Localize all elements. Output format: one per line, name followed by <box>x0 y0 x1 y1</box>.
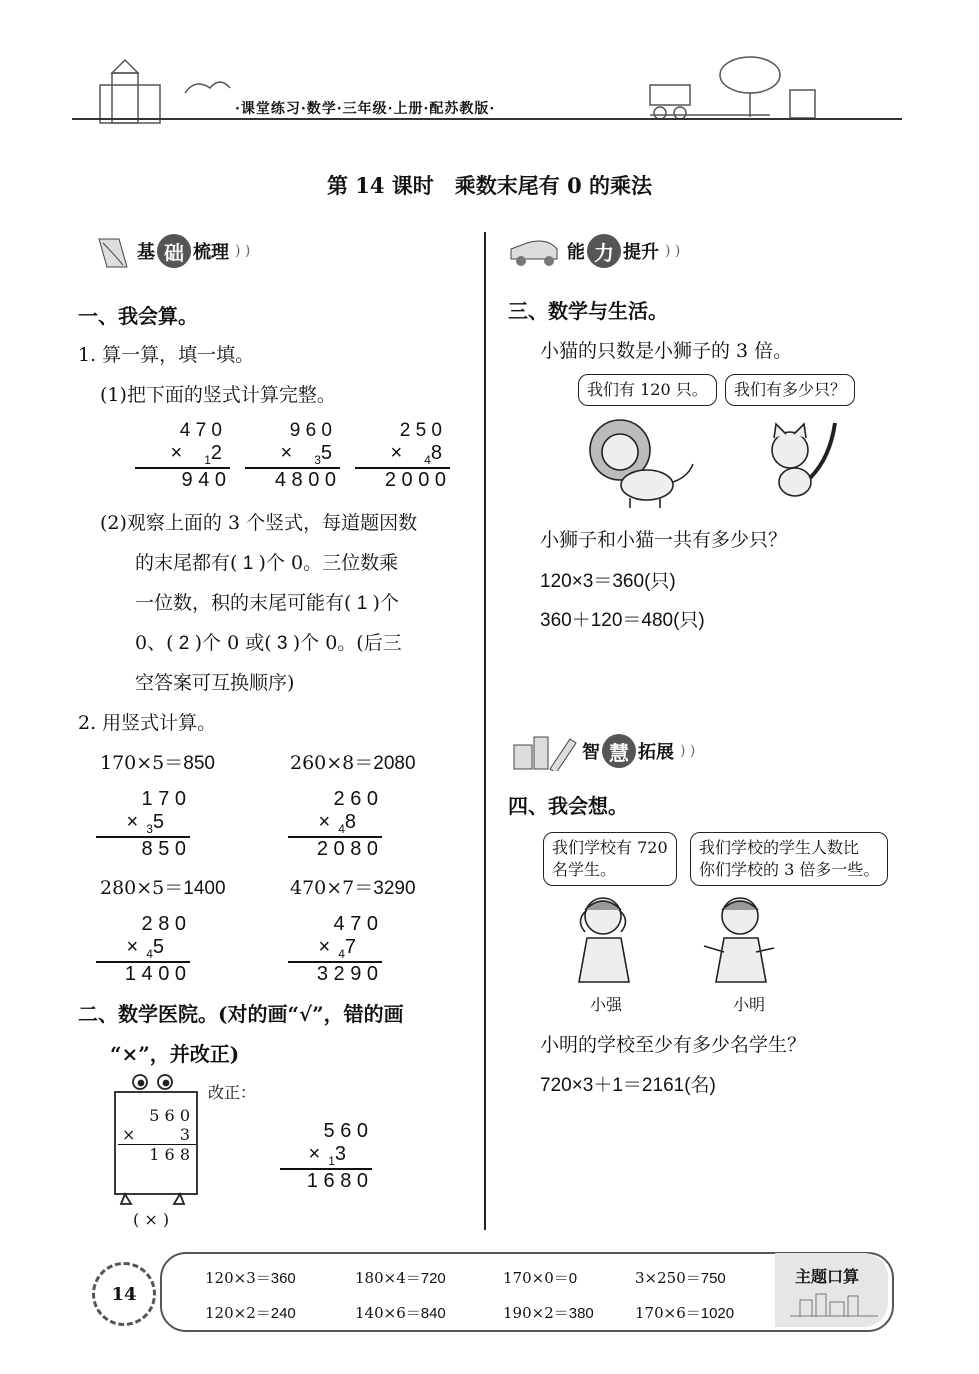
header-rule <box>72 118 902 120</box>
answer: 850 <box>183 753 215 774</box>
vc-top: 2 5 0 <box>399 420 442 441</box>
boy-xiaoming-icon <box>700 892 780 987</box>
oral-q: 190×2＝ <box>503 1304 569 1322</box>
expr: 260×8＝ <box>290 752 374 774</box>
expr: 170×5＝ <box>100 752 184 774</box>
vc-result: 8 5 0 <box>141 837 186 860</box>
text: 0、( <box>135 632 174 654</box>
oral-calc-item <box>355 1302 446 1323</box>
vertical-calc-3 <box>355 420 450 492</box>
corrected-calc: 5 6 0 × $_1$3 1 6 8 0 <box>280 1120 372 1193</box>
calc-expr-3 <box>100 873 226 900</box>
calc-vertical-3: 2 8 0 × $_4$5 1 4 0 0 <box>96 913 190 986</box>
oral-q: 180×4＝ <box>355 1269 421 1287</box>
vc-result: 1 4 0 0 <box>124 962 186 985</box>
name-xiaoqiang: 小强 <box>590 995 623 1014</box>
badge-circle: 慧 <box>602 734 636 768</box>
text: )个 0 或( <box>194 632 272 654</box>
vc-carry: 4 <box>338 822 345 836</box>
part4-heading: 四、我会想。 <box>508 794 628 818</box>
column-divider <box>484 232 486 1230</box>
oral-q: 120×3＝ <box>205 1269 271 1287</box>
calc-expr-1 <box>100 748 215 775</box>
vc-result: 3 2 9 0 <box>316 962 378 985</box>
bubble-line: 名学生。 <box>552 860 617 879</box>
wrong-calc <box>118 1106 196 1164</box>
part2-heading-l1: 二、数学医院。(对的画“√”，错的画 <box>78 1002 404 1026</box>
oral-calc-item <box>635 1267 726 1288</box>
vc-digit: 5 <box>152 936 164 958</box>
vc-carry: 3 <box>146 822 153 836</box>
oral-q: 120×2＝ <box>205 1304 271 1322</box>
part4-question: 小明的学校至少有多少名学生？ <box>540 1034 807 1056</box>
oral-q: 170×0＝ <box>503 1269 569 1287</box>
badge-char: 智 <box>582 742 600 763</box>
vc-carry: 1 <box>204 453 211 467</box>
oral-calc-item <box>205 1302 296 1323</box>
badge-basics: 基 础 梳理 ) ) <box>95 234 250 268</box>
badge-label: 拓展 <box>638 742 674 763</box>
vc-result: 1 6 8 <box>149 1145 190 1165</box>
vertical-calc-2 <box>245 420 340 492</box>
footer-label: 主题口算 <box>795 1267 860 1286</box>
car-icon <box>505 231 565 271</box>
part3-answer1: 120×3＝360(只) <box>540 571 676 592</box>
vc-top: 9 6 0 <box>289 420 332 441</box>
badge-circle: 础 <box>157 234 191 268</box>
name-xiaoming: 小明 <box>733 995 766 1014</box>
skyline-icon <box>790 1292 880 1318</box>
vc-mul: × <box>280 442 293 464</box>
answer: 2080 <box>373 753 416 774</box>
answer: 2 <box>173 633 195 654</box>
q1-2-line1: (2)观察上面的 3 个竖式，每道题因数 <box>100 512 418 534</box>
vc-result: 2 0 0 0 <box>384 468 446 491</box>
answer: 3 <box>271 633 293 654</box>
calc-expr-4 <box>290 873 416 900</box>
calc-vertical-2: 2 6 0 × $_4$8 2 0 8 0 <box>288 788 382 861</box>
vc-result: 4 8 0 0 <box>274 468 336 491</box>
oral-a: 1020 <box>700 1305 735 1322</box>
q1-2-line3 <box>135 588 399 615</box>
part1-heading: 一、我会算。 <box>78 304 198 328</box>
series-title: ·课堂练习·数学·三年级·上册·配苏教版· <box>235 101 496 117</box>
badge-label: 提升 <box>623 242 659 263</box>
vc-mul: × <box>122 1125 136 1144</box>
vc-digit: 5 <box>320 442 332 464</box>
oral-q: 3×250＝ <box>635 1269 701 1287</box>
speech-bubble-a <box>543 832 677 886</box>
speech-bubble-cat: 我们有多少只？ <box>725 374 855 406</box>
vc-top: 2 8 0 <box>141 913 186 935</box>
header-decoration <box>90 55 910 125</box>
text: )个 0。(后三 <box>292 632 402 654</box>
part3-line1: 小猫的只数是小狮子的 3 倍。 <box>540 340 793 362</box>
oral-calc-item <box>635 1302 734 1323</box>
calc-vertical-1: 1 7 0 × $_3$5 8 5 0 <box>96 788 190 861</box>
lion-icon <box>585 410 705 510</box>
vc-top: 4 7 0 <box>179 420 222 441</box>
text: 一位数，积的末尾可能有( <box>135 592 352 614</box>
q1-text: 1. 算一算，填一填。 <box>78 344 255 366</box>
oral-calc-item <box>503 1267 577 1288</box>
vc-carry: 4 <box>424 453 431 467</box>
page-number: 14 <box>111 1283 137 1305</box>
vc-top: 5 6 0 <box>149 1106 190 1125</box>
q1-1-text: (1)把下面的竖式计算完整。 <box>100 384 336 406</box>
text: )个 <box>372 592 399 614</box>
oral-a: 380 <box>568 1305 594 1322</box>
part3-question: 小狮子和小猫一共有多少只？ <box>540 529 788 551</box>
vc-digit: 5 <box>152 811 164 833</box>
part3-answer2: 360＋120＝480(只) <box>540 610 705 631</box>
expr: 470×7＝ <box>290 877 374 899</box>
vc-carry: 4 <box>146 947 153 961</box>
judgement-mark: ( × ) <box>133 1210 170 1229</box>
vc-mul: × <box>170 442 183 464</box>
oral-a: 240 <box>270 1305 296 1322</box>
books-icon <box>510 731 580 771</box>
q1-2-line2 <box>135 548 398 575</box>
oral-calc-item <box>205 1267 296 1288</box>
vc-mul: × <box>390 442 403 464</box>
oral-a: 750 <box>700 1270 726 1287</box>
oral-a: 360 <box>270 1270 296 1287</box>
badge-wisdom: 智 慧 拓展 ) ) <box>510 734 695 768</box>
badge-ability: 能 力 提升 ) ) <box>505 234 680 268</box>
bubble-line: 我们学校的学生人数比 <box>699 838 860 857</box>
oral-q: 170×6＝ <box>635 1304 701 1322</box>
oral-a: 720 <box>420 1270 446 1287</box>
badge-circle: 力 <box>587 234 621 268</box>
bubble-line: 你们学校的 3 倍多一些。 <box>699 860 880 879</box>
bubble-line: 我们学校有 720 <box>552 838 668 857</box>
text: 的末尾都有( <box>135 552 238 574</box>
speech-bubble-lion: 我们有 120 只。 <box>578 374 717 406</box>
book-icon <box>95 231 135 271</box>
boy-xiaoqiang-icon <box>565 892 645 987</box>
vc-top: 1 7 0 <box>141 788 186 810</box>
q1-2-line4 <box>135 628 402 655</box>
vertical-calc-1 <box>135 420 230 492</box>
lesson-title: 第 14 课时 乘数末尾有 0 的乘法 <box>326 173 653 198</box>
vc-digit: 3 <box>179 1125 190 1144</box>
badge-label: 梳理 <box>193 242 229 263</box>
vc-result: 9 4 0 <box>181 468 226 491</box>
oral-a: 840 <box>420 1305 446 1322</box>
calc-expr-2 <box>290 748 416 775</box>
cat-icon <box>760 418 850 503</box>
expr: 280×5＝ <box>100 877 184 899</box>
badge-char: 基 <box>137 242 155 263</box>
badge-char: 能 <box>567 242 585 263</box>
q2-text: 2. 用竖式计算。 <box>78 712 217 734</box>
page-number-badge <box>92 1262 156 1326</box>
oral-a: 0 <box>568 1270 578 1287</box>
oral-calc-item <box>503 1302 594 1323</box>
answer: 1400 <box>183 878 226 899</box>
answer: 3290 <box>373 878 416 899</box>
part2-heading-l2: “×”，并改正) <box>110 1042 240 1066</box>
vc-top: 2 6 0 <box>333 788 378 810</box>
vc-top: 4 7 0 <box>333 913 378 935</box>
vc-digit: 3 <box>334 1143 346 1165</box>
answer: 1 <box>237 553 259 574</box>
vc-digit: 8 <box>430 442 442 464</box>
part3-heading: 三、数学与生活。 <box>508 299 668 323</box>
part4-answer: 720×3＋1＝2161(名) <box>540 1075 716 1096</box>
correction-label: 改正： <box>208 1083 257 1102</box>
oral-q: 140×6＝ <box>355 1304 421 1322</box>
vc-result: 1 6 8 0 <box>306 1169 368 1192</box>
vc-digit: 2 <box>210 442 222 464</box>
answer: 1 <box>351 593 373 614</box>
text: )个 0。三位数乘 <box>258 552 399 574</box>
vc-digit: 8 <box>344 811 356 833</box>
vc-carry: 1 <box>328 1154 335 1168</box>
vc-digit: 7 <box>344 936 356 958</box>
oral-calc-item <box>355 1267 446 1288</box>
vc-result: 2 0 8 0 <box>316 837 378 860</box>
vc-carry: 4 <box>338 947 345 961</box>
vc-top: 5 6 0 <box>323 1120 368 1142</box>
speech-bubble-b <box>690 832 888 886</box>
vc-carry: 3 <box>314 453 321 467</box>
calc-vertical-4: 4 7 0 × $_4$7 3 2 9 0 <box>288 913 382 986</box>
q1-2-line5: 空答案可互换顺序) <box>135 672 295 694</box>
